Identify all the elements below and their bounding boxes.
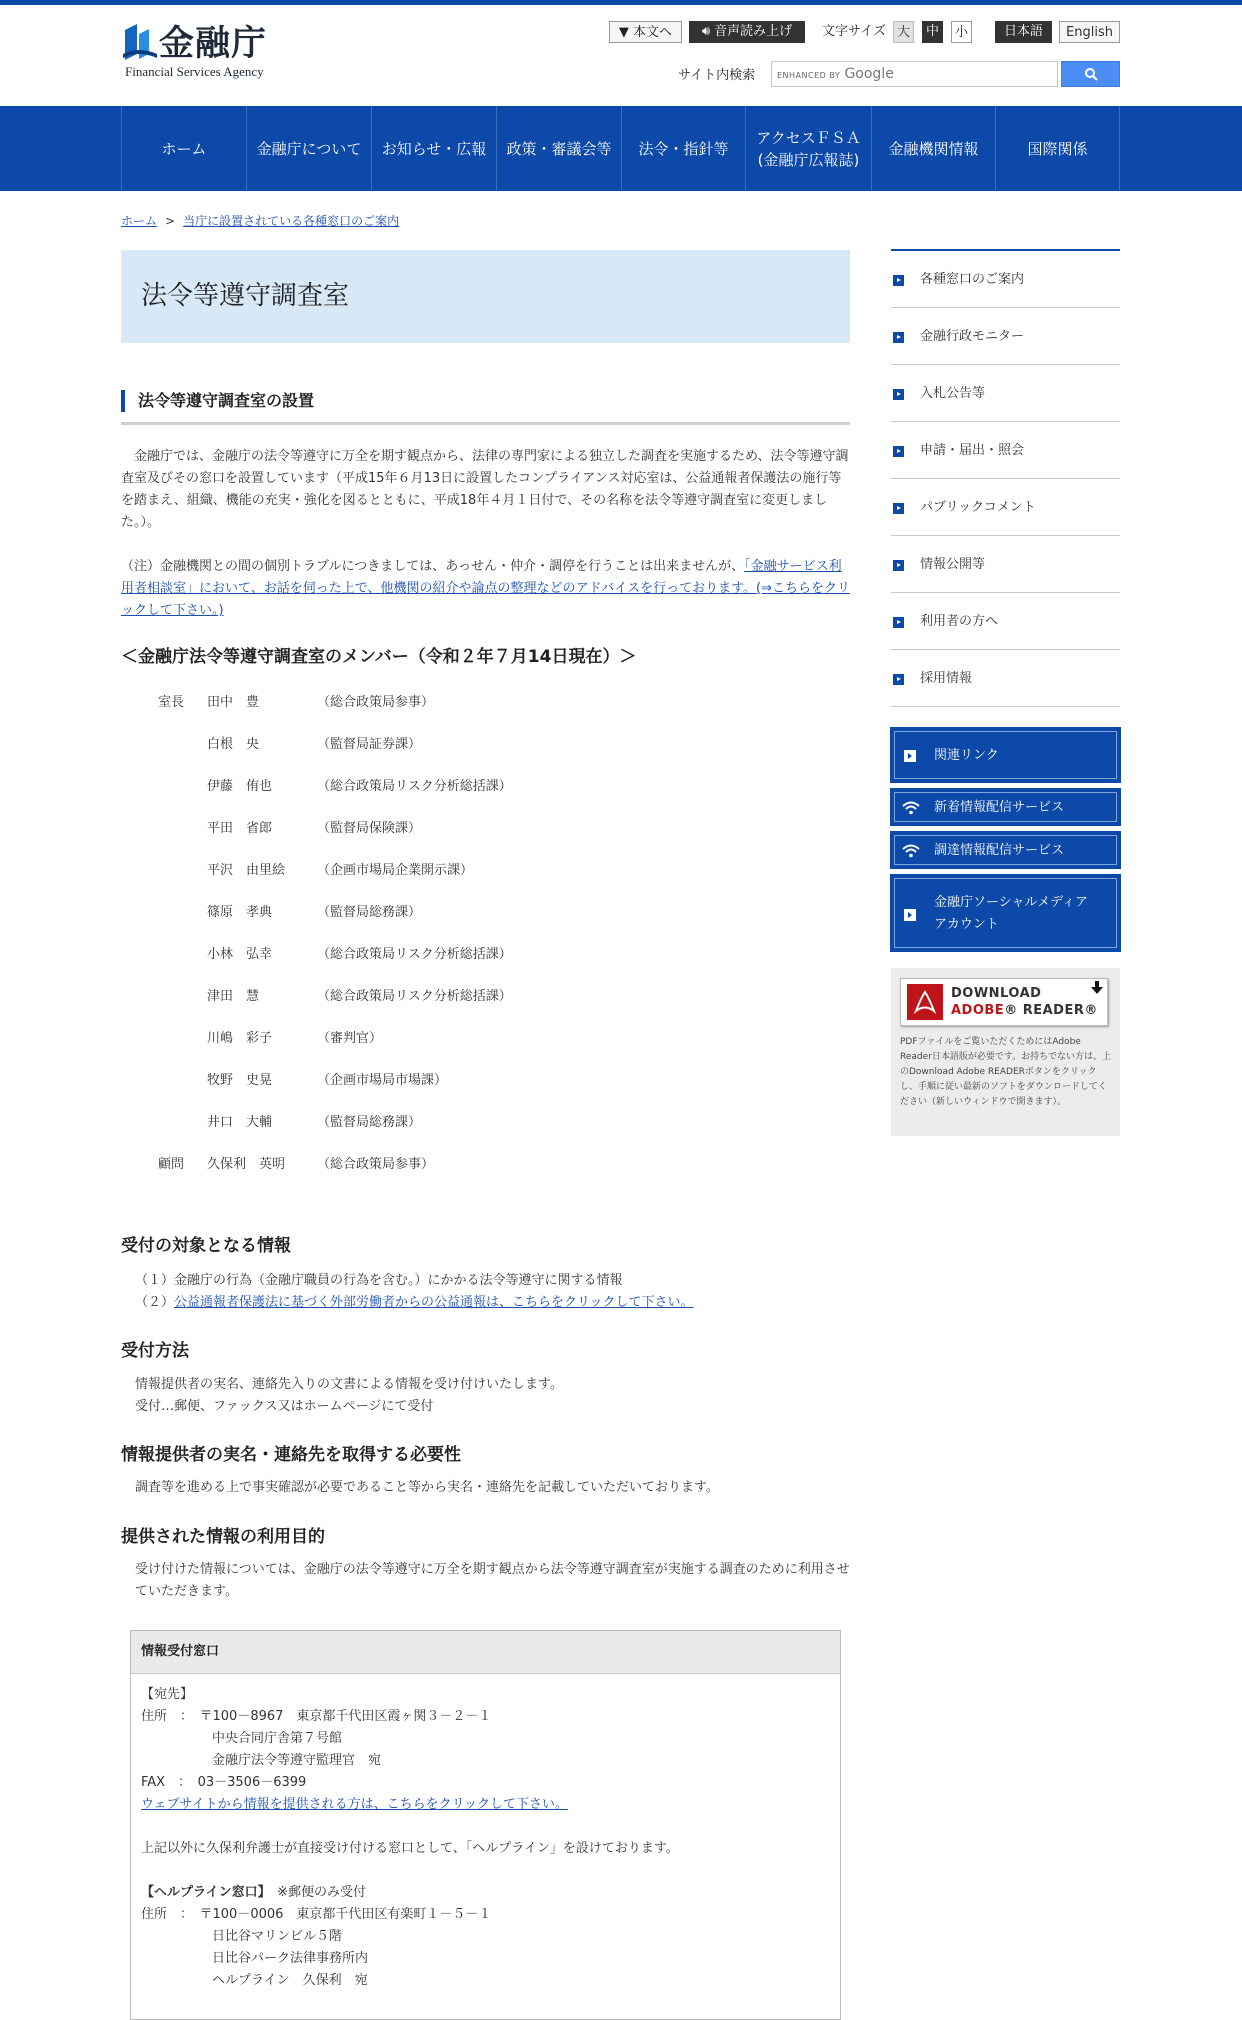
member-role: 顧問 bbox=[158, 1157, 185, 1172]
arrow-right-icon bbox=[893, 503, 904, 514]
address-line-1: 住所 ： 〒100－8967 東京都千代田区霞ヶ関３－２－１ bbox=[141, 1709, 492, 1724]
nav-news[interactable] bbox=[371, 106, 496, 191]
breadcrumb-home-link[interactable]: ホーム bbox=[121, 214, 158, 228]
nav-policy-label: 政策・審議会等 bbox=[506, 139, 612, 158]
nav-access-fsa-label: アクセスＦＳＡ bbox=[756, 128, 861, 147]
arrow-right-icon bbox=[893, 332, 904, 343]
member-name: 小林 弘幸 bbox=[207, 947, 273, 962]
site-logo[interactable] bbox=[123, 24, 293, 80]
member-dept: （企画市場局企業開示課） bbox=[317, 863, 474, 878]
search-enhanced-by: ENHANCED BY bbox=[777, 71, 841, 80]
member-dept: （総合政策局リスク分析総括課） bbox=[317, 989, 512, 1004]
sidebar-item-users[interactable] bbox=[891, 593, 1120, 650]
sidebar-item-recruitment[interactable] bbox=[891, 650, 1120, 707]
heading-purpose: 提供された情報の利用目的 bbox=[121, 1527, 325, 1547]
web-form-link[interactable]: ウェブサイトから情報を提供される方は、こちらをクリックして下さい。 bbox=[141, 1797, 569, 1812]
sidebar-item-label: 情報公開等 bbox=[920, 557, 986, 572]
page-title-box bbox=[121, 250, 850, 343]
nav-international-label: 国際関係 bbox=[1027, 139, 1088, 158]
site-search-label: サイト内検索 bbox=[678, 68, 756, 83]
nav-institutions-label: 金融機関情報 bbox=[888, 139, 979, 158]
heading-realname: 情報提供者の実名・連絡先を取得する必要性 bbox=[121, 1445, 461, 1465]
breadcrumb-separator: > bbox=[165, 214, 176, 228]
related-links-label: 関連リンク bbox=[934, 748, 999, 763]
member-dept: （審判官） bbox=[317, 1031, 383, 1046]
adobe-reader-description: PDFファイルをご覧いただくためにはAdobe Reader日本語版が必要です。お持ちでない方は、上のDownload Adobe READERボタンをクリックし、手順に従い最新のソフトをダウンロードしてください（新しいウィンドウで開きます）。 bbox=[900, 1037, 1112, 1107]
arrow-right-icon bbox=[893, 617, 904, 628]
nav-institutions[interactable] bbox=[871, 106, 995, 191]
member-dept: （総合政策局参事） bbox=[317, 1157, 435, 1172]
nav-laws[interactable] bbox=[621, 106, 745, 191]
contact-info-box bbox=[130, 1630, 841, 2020]
nav-access-fsa[interactable] bbox=[745, 106, 871, 191]
heading-method: 受付方法 bbox=[121, 1341, 189, 1361]
method-line-1: 情報提供者の実名、連絡先入りの文書による情報を受け付けいたします。 bbox=[135, 1377, 563, 1392]
nav-home-label: ホーム bbox=[161, 139, 207, 158]
member-dept: （監督局総務課） bbox=[317, 905, 422, 920]
member-name: 牧野 史晃 bbox=[207, 1073, 273, 1088]
member-name: 久保利 英明 bbox=[207, 1157, 286, 1172]
sidebar-item-label: 金融行政モニター bbox=[920, 329, 1025, 344]
sidebar-item-applications[interactable] bbox=[891, 422, 1120, 479]
member-name: 田中 豊 bbox=[207, 695, 260, 710]
sidebar-item-label: 申請・届出・照会 bbox=[920, 443, 1025, 458]
adobe-brand-text: ADOBE bbox=[951, 1003, 1005, 1018]
arrow-right-icon bbox=[893, 275, 904, 286]
skip-to-content-button[interactable]: ▼ 本文へ bbox=[609, 21, 682, 43]
helpline-heading bbox=[141, 1882, 366, 1904]
read-aloud-button[interactable] bbox=[689, 21, 805, 43]
speaker-icon: 🔊︎ bbox=[701, 24, 715, 39]
fax-number: FAX ： 03－3506－6399 bbox=[141, 1775, 307, 1790]
adobe-reader-text bbox=[951, 1003, 1098, 1018]
target-item-2-prefix: （２） bbox=[135, 1295, 175, 1310]
font-size-label: 文字サイズ bbox=[822, 24, 886, 39]
rss-feed-icon bbox=[902, 844, 920, 858]
member-dept: （監督局証券課） bbox=[317, 737, 422, 752]
related-links-button[interactable] bbox=[891, 728, 1120, 782]
arrow-right-icon bbox=[904, 909, 916, 921]
rss-procurement-button[interactable] bbox=[891, 832, 1120, 868]
member-name: 平沢 由里絵 bbox=[207, 863, 286, 878]
member-dept: （総合政策局リスク分析総括課） bbox=[317, 947, 512, 962]
member-role: 室長 bbox=[158, 695, 185, 710]
language-english-button[interactable]: English bbox=[1059, 21, 1120, 43]
search-google-label: Google bbox=[844, 66, 894, 82]
realname-text: 調査等を進める上で事実確認が必要であること等から実名・連絡先を記載していただいております。 bbox=[135, 1480, 719, 1495]
members-title: ＜金融庁法令等遵守調査室のメンバー（令和２年７月14日現在）＞ bbox=[121, 647, 637, 667]
arrow-right-icon bbox=[893, 674, 904, 685]
member-dept: （総合政策局リスク分析総括課） bbox=[317, 779, 512, 794]
target-item-1: （１）金融庁の行為（金融庁職員の行為を含む。）にかかる法令等遵守に関する情報 bbox=[135, 1273, 623, 1288]
adobe-reader-download-button[interactable] bbox=[900, 978, 1108, 1026]
social-media-label-2: アカウント bbox=[934, 917, 999, 932]
sidebar-item-label: 各種窓口のご案内 bbox=[920, 272, 1025, 287]
address-line-3: 金融庁法令等遵守監理官 宛 bbox=[212, 1753, 382, 1768]
rss-news-label: 新着情報配信サービス bbox=[934, 800, 1065, 815]
nav-laws-label: 法令・指針等 bbox=[638, 139, 729, 158]
arrow-right-icon bbox=[893, 560, 904, 571]
font-size-large-button[interactable]: 大 bbox=[893, 21, 914, 43]
helpline-note: ※郵便のみ受付 bbox=[277, 1885, 367, 1900]
nav-about-label: 金融庁について bbox=[256, 139, 362, 158]
nav-policy[interactable] bbox=[496, 106, 621, 191]
arrow-right-icon bbox=[904, 750, 916, 762]
rss-procurement-label: 調達情報配信サービス bbox=[934, 843, 1065, 858]
nav-access-fsa-sublabel: (金融庁広報誌) bbox=[757, 150, 860, 169]
logo-japanese: 金融庁 bbox=[159, 23, 268, 64]
member-name: 平田 省郎 bbox=[207, 821, 273, 836]
nav-about[interactable] bbox=[246, 106, 371, 191]
section-heading-text: 法令等遵守調査室の設置 bbox=[121, 390, 314, 412]
top-accent-bar bbox=[0, 0, 1242, 5]
member-dept: （監督局保険課） bbox=[317, 821, 422, 836]
read-aloud-label: 音声読み上げ bbox=[714, 24, 793, 39]
whistleblower-link[interactable]: 公益通報者保護法に基づく外部労働者からの公益通報は、こちらをクリックして下さい。 bbox=[174, 1295, 694, 1310]
sidebar-item-label: 採用情報 bbox=[920, 671, 973, 686]
nav-news-label: お知らせ・広報 bbox=[381, 139, 487, 158]
member-name: 伊藤 侑也 bbox=[207, 779, 273, 794]
purpose-text: 受け付けた情報については、金融庁の法令等遵守に万全を期す観点から法令等遵守調査室が実施する調査のために利用させていただきます。 bbox=[135, 1562, 850, 1599]
web-form-line bbox=[141, 1794, 568, 1816]
sidebar-item-label: 入札公告等 bbox=[920, 386, 986, 401]
font-size-medium-button[interactable]: 中 bbox=[922, 21, 943, 43]
member-name: 川嶋 彩子 bbox=[207, 1031, 273, 1046]
intro-paragraph: 金融庁では、金融庁の法令等遵守に万全を期す観点から、法律の専門家による独立した調査を実施するため、法令等遵守調査室及びその窓口を設置しています（平成15年６月13日に設置したコンプライアンス対応室は、公益通報者保護法の施行等を踏まえ、組織、機能の充実・強化を図るとともに、平成18年４月１日付で、その名称を法令等遵守調査室に変更しました。）。 bbox=[121, 449, 849, 530]
sidebar-item-monitor[interactable] bbox=[891, 308, 1120, 365]
consultation-office-link[interactable]: 「金融サービス利用者相談室」において、お話を伺った上で、他機関の紹介や論点の整理などのアドバイスを行っております。(⇒こちらをクリックして下さい。) bbox=[121, 559, 851, 618]
sidebar-item-label: パブリックコメント bbox=[920, 500, 1036, 515]
sidebar-item-contacts[interactable] bbox=[891, 251, 1120, 308]
social-media-button[interactable] bbox=[891, 875, 1120, 951]
search-button[interactable] bbox=[1061, 61, 1120, 87]
page-title: 法令等遵守調査室 bbox=[141, 281, 350, 311]
adobe-reader-box bbox=[891, 968, 1120, 1136]
member-name: 篠原 孝典 bbox=[207, 905, 273, 920]
font-size-small-button[interactable]: 小 bbox=[951, 21, 972, 43]
target-item-2 bbox=[135, 1292, 850, 1314]
sidebar-item-label: 利用者の方へ bbox=[920, 614, 999, 629]
fsa-logo-icon bbox=[123, 24, 157, 62]
nav-home[interactable] bbox=[121, 106, 246, 191]
addressee-label: 【宛先】 bbox=[141, 1687, 194, 1702]
arrow-right-icon bbox=[893, 389, 904, 400]
rss-news-button[interactable] bbox=[891, 789, 1120, 825]
helpline-intro: 上記以外に久保利弁護士が直接受け付ける窓口として、「ヘルプライン」を設けております。 bbox=[141, 1841, 679, 1856]
member-name: 井口 大輔 bbox=[207, 1115, 273, 1130]
helpline-title: 【ヘルプライン窓口】 bbox=[141, 1885, 265, 1900]
global-navigation bbox=[0, 106, 1242, 191]
site-search-input[interactable] bbox=[771, 61, 1058, 87]
contact-info-heading: 情報受付窓口 bbox=[131, 1631, 840, 1674]
member-name: 津田 慧 bbox=[207, 989, 260, 1004]
section-heading bbox=[121, 389, 850, 425]
download-arrow-icon bbox=[1091, 981, 1103, 995]
adobe-download-text: DOWNLOAD bbox=[951, 986, 1042, 1001]
method-line-2: 受付…郵便、ファックス又はホームページにて受付 bbox=[135, 1399, 434, 1414]
member-dept: （監督局総務課） bbox=[317, 1115, 422, 1130]
rss-feed-icon bbox=[902, 801, 920, 815]
helpline-address-2: 日比谷マリンビル５階 bbox=[212, 1929, 343, 1944]
note-paragraph bbox=[121, 556, 850, 622]
member-dept: （総合政策局参事） bbox=[317, 695, 435, 710]
arrow-right-icon bbox=[893, 446, 904, 457]
logo-english: Financial Services Agency bbox=[125, 64, 264, 79]
button-inner-border bbox=[894, 731, 1117, 779]
member-dept: （企画市場局市場課） bbox=[317, 1073, 448, 1088]
nav-international[interactable] bbox=[995, 106, 1120, 191]
address-line-2: 中央合同庁舎第７号館 bbox=[212, 1731, 343, 1746]
sidebar-item-disclosure[interactable] bbox=[891, 536, 1120, 593]
sidebar-item-public-comment[interactable] bbox=[891, 479, 1120, 536]
adobe-reader-suffix: ® READER® bbox=[1004, 1003, 1098, 1018]
helpline-address-1: 住所 ： 〒100－0006 東京都千代田区有楽町１－５－１ bbox=[141, 1907, 492, 1922]
social-media-label-1: 金融庁ソーシャルメディア bbox=[934, 895, 1089, 910]
language-japanese-button[interactable]: 日本語 bbox=[995, 21, 1052, 43]
note-prefix: （注）金融機関との間の個別トラブルにつきましては、あっせん・仲介・調停を行うことは出来ませんが、 bbox=[121, 559, 745, 574]
breadcrumb bbox=[121, 212, 399, 229]
breadcrumb-current-link[interactable]: 当庁に設置されている各種窓口のご案内 bbox=[183, 214, 400, 228]
search-icon bbox=[1062, 62, 1121, 86]
heading-target-info: 受付の対象となる情報 bbox=[121, 1236, 291, 1256]
adobe-logo-icon bbox=[907, 984, 943, 1020]
helpline-address-4: ヘルプライン 久保利 宛 bbox=[212, 1973, 368, 1988]
member-name: 白根 央 bbox=[207, 737, 260, 752]
sidebar-item-tenders[interactable] bbox=[891, 365, 1120, 422]
helpline-address-3: 日比谷パーク法律事務所内 bbox=[212, 1951, 369, 1966]
